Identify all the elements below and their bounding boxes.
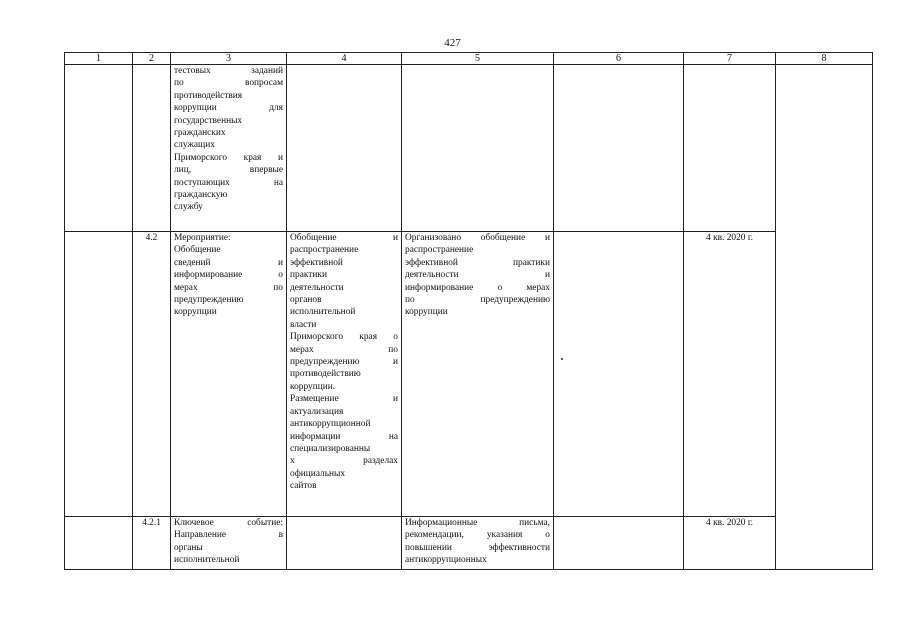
cell-text-line: Ключевое событие: xyxy=(174,518,283,528)
cell-text-line: тестовых заданий xyxy=(174,66,283,76)
table-row xyxy=(65,65,873,232)
cell-text-line: сайтов xyxy=(290,481,317,492)
cell-event-name xyxy=(171,517,287,570)
cell-text-line: мерах по xyxy=(174,282,283,293)
cell-text-line: мерах по xyxy=(290,344,398,355)
table-row xyxy=(65,517,873,570)
cell-text-line: коррупции для xyxy=(174,103,283,114)
cell-result xyxy=(402,517,554,570)
cell-text-line: службу xyxy=(174,202,203,213)
cell-text-line: предупреждению и xyxy=(290,357,398,368)
column-header-7: 7 xyxy=(684,53,776,65)
cell-text-line: исполнительной xyxy=(174,555,240,566)
cell-description xyxy=(287,65,402,232)
cell-text-line: предупреждению xyxy=(174,295,244,306)
cell-col6 xyxy=(554,517,684,570)
column-header-4: 4 xyxy=(287,53,402,65)
column-header-2: 2 xyxy=(133,53,171,65)
cell-result xyxy=(402,65,554,232)
cell-text-line: повышении эффективности xyxy=(405,542,550,553)
cell-col6 xyxy=(554,232,684,517)
cell-deadline: 4 кв. 2020 г. xyxy=(684,517,776,570)
cell-text-line: информирование о мерах xyxy=(405,282,550,293)
cell-text-line: гражданскую xyxy=(174,190,228,201)
cell-description xyxy=(287,232,402,517)
cell-text-line: коррупции xyxy=(174,307,217,318)
cell-text-line: органов xyxy=(290,295,322,306)
cell-text-line: Мероприятие: xyxy=(174,233,231,243)
cell-text-line: Организовано обобщение и xyxy=(405,233,550,243)
cell-col1 xyxy=(65,232,133,517)
cell-text-line: х разделах xyxy=(290,456,398,467)
cell-text-line: антикоррупционной xyxy=(290,419,371,430)
cell-text-line: коррупции xyxy=(405,307,448,318)
cell-text-line: практики xyxy=(290,270,327,281)
cell-text-line: гражданских xyxy=(174,128,226,139)
cell-deadline xyxy=(684,65,776,232)
cell-result xyxy=(402,232,554,517)
cell-text-line: власти xyxy=(290,319,317,330)
cell-text-line: специализированны xyxy=(290,443,371,454)
cell-description xyxy=(287,517,402,570)
cell-deadline: 4 кв. 2020 г. xyxy=(684,232,776,517)
cell-text-line: противодействия xyxy=(174,90,243,101)
cell-text-line: актуализация xyxy=(290,406,344,417)
cell-text-line: по предупреждению xyxy=(405,295,550,306)
cell-text-line: распространение xyxy=(290,245,359,256)
cell-text-line: Размещение и xyxy=(290,394,398,405)
cell-text-line: рекомендации, указания о xyxy=(405,530,550,541)
cell-text-line: деятельности и xyxy=(405,270,550,281)
cell-text-line: Обобщение и xyxy=(290,233,398,243)
cell-text-line: официальных xyxy=(290,468,346,479)
column-header-8: 8 xyxy=(776,53,873,65)
cell-text-line: Приморского края и xyxy=(174,152,283,163)
measures-table xyxy=(64,52,873,570)
cell-event-name xyxy=(171,232,287,517)
cell-text-line: государственных xyxy=(174,115,243,126)
cell-text-line: эффективной xyxy=(290,257,343,268)
cell-text-line: Направление в xyxy=(174,530,283,541)
cell-text-line: антикоррупционных xyxy=(405,555,487,566)
cell-text-line: коррупции. xyxy=(290,381,336,392)
cell-text-line: Обобщение xyxy=(174,245,221,256)
cell-text-line: информации на xyxy=(290,431,398,442)
cell-text-line: исполнительной xyxy=(290,307,356,318)
item-number: 4.2.1 xyxy=(133,517,171,570)
column-header-5: 5 xyxy=(402,53,554,65)
table-row xyxy=(65,232,873,517)
cell-col6 xyxy=(554,65,684,232)
cell-col8 xyxy=(776,65,873,570)
cell-event-name xyxy=(171,65,287,232)
cell-text-line: по вопросам xyxy=(174,78,283,89)
column-number-header-row xyxy=(65,53,873,65)
cell-text-line: противодействию xyxy=(290,369,361,380)
cell-text-line: деятельности xyxy=(290,282,344,293)
cell-text-line: распространение xyxy=(405,245,474,256)
cell-text-line: лиц, впервые xyxy=(174,165,283,176)
item-number: 4.2 xyxy=(133,232,171,517)
cell-text-line: поступающих на xyxy=(174,177,283,188)
cell-text-line: Приморского края о xyxy=(290,332,398,343)
column-header-3: 3 xyxy=(171,53,287,65)
cell-text-line: эффективной практики xyxy=(405,257,550,268)
cell-text-line: служащих xyxy=(174,140,215,151)
column-header-6: 6 xyxy=(554,53,684,65)
cell-text-line: информирование о xyxy=(174,270,283,281)
stray-mark xyxy=(561,358,563,360)
cell-text-line: Информационные письма, xyxy=(405,518,550,528)
column-header-1: 1 xyxy=(65,53,133,65)
cell-text-line: органы xyxy=(174,542,203,553)
page-number: 427 xyxy=(444,37,461,49)
cell-col1 xyxy=(65,517,133,570)
item-number xyxy=(133,65,171,232)
cell-col1 xyxy=(65,65,133,232)
cell-text-line: сведений и xyxy=(174,257,283,268)
